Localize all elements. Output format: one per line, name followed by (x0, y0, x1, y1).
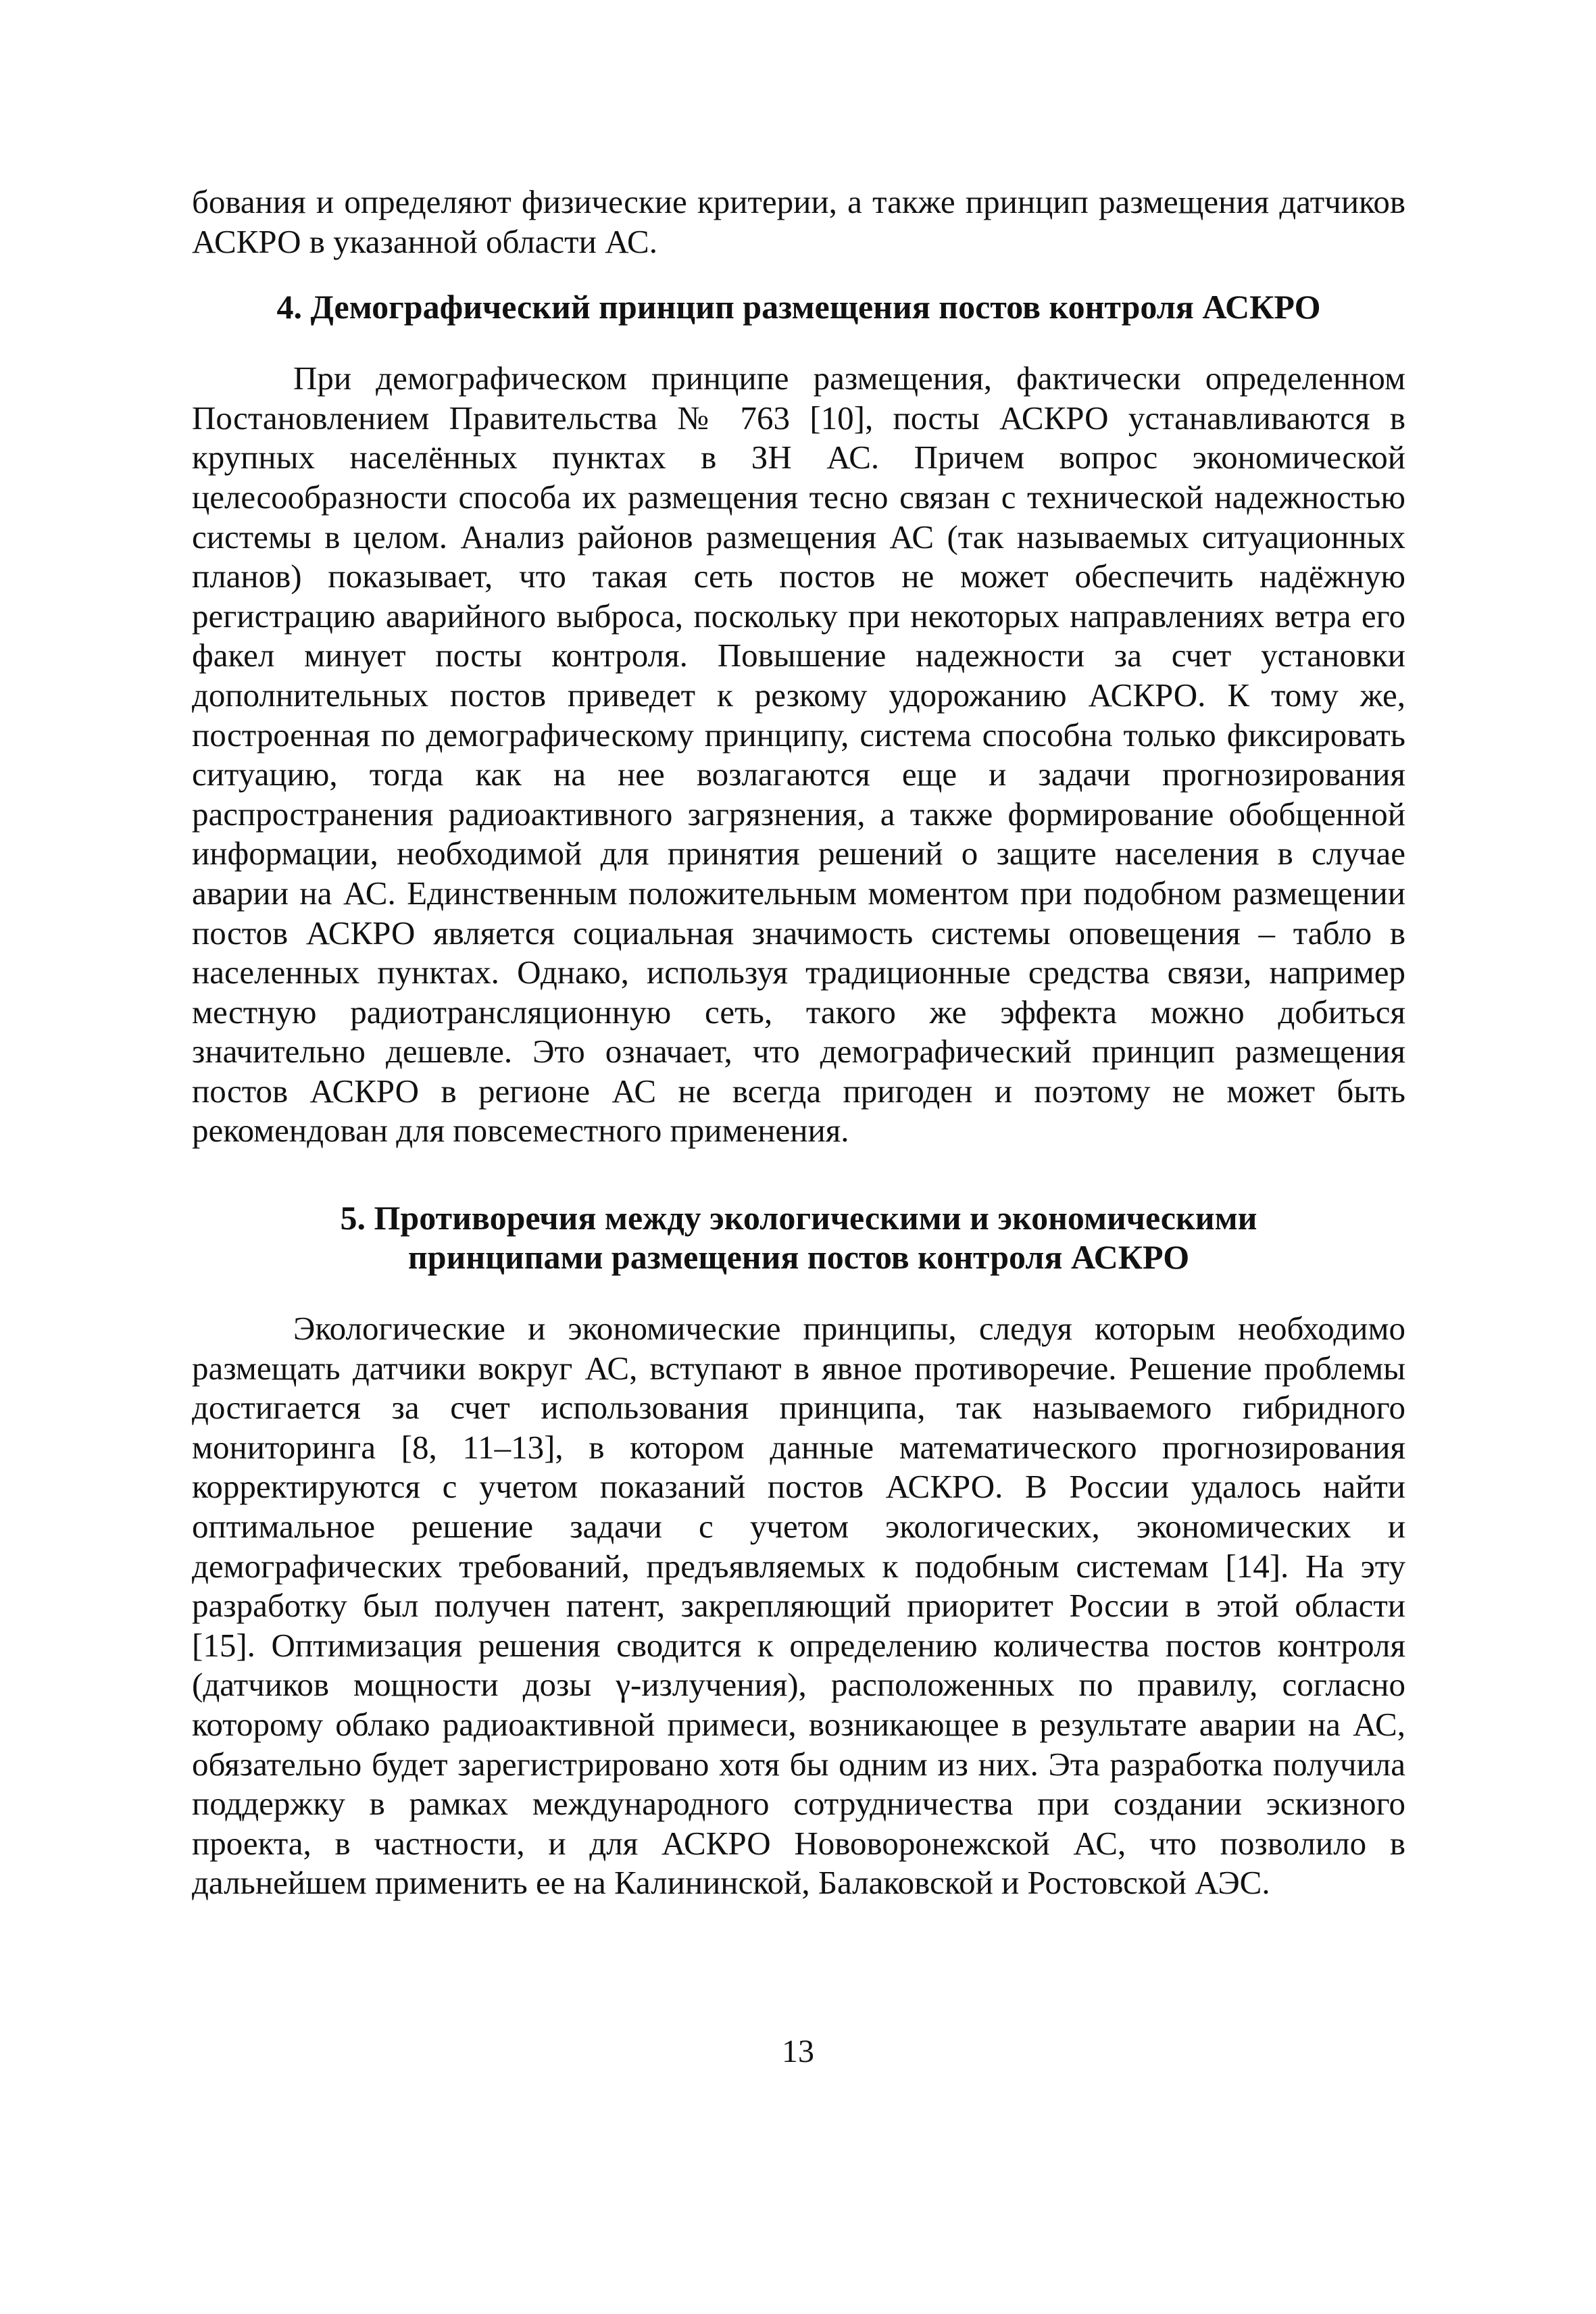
section-5-paragraph: Экологические и экономические принципы, следуя которым необходимо размещать датчики вокруг АС, вступают в явное противоречие. Решение проблемы достигается за счет использования принципа, так называемого гибридного мониторинга [8, 11–13], в котором данные математического прогнозирования корректируются с учетом показаний постов АСКРО. В России удалось найти оптимальное решение задачи с учетом экологических, экономических и демографических требований, предъявляемых к подобным системам [14]. На эту разработку был получен патент, закрепляющий приоритет России в этой области [15]. Оптимизация решения сводится к определению количества постов контроля (датчиков мощности дозы γ-излучения), расположенных по правилу, согласно которому облако радиоактивной примеси, возникающее в результате аварии на АС, обязательно будет зарегистрировано хотя бы одним из них. Эта разработка получила поддержку в рамках международного сотрудничества при создании эскизного проекта, в частности, и для АСКРО Нововоронежской АС, что позволило в дальнейшем применить ее на Калининской, Балаковской и Ростовской АЭС. (192, 1310, 1405, 1902)
section-4-heading: 4. Демографический принцип размещения постов контроля АСКРО (276, 288, 1321, 326)
document-page (192, 182, 1405, 1903)
page-number: 13 (782, 2034, 814, 2069)
section-4-paragraph: При демографическом принципе размещения, фактически определенном Постановлением Правительства № 763 [10], посты АСКРО устанавливаются в крупных населённых пунктах в ЗН АС. Причем вопрос экономической целесообразности способа их размещения тесно связан с технической надежностью системы в целом. Анализ районов размещения АС (так называемых ситуационных планов) показывает, что такая сеть постов не может обеспечить надёжную регистрацию аварийного выброса, поскольку при некоторых направлениях ветра его факел минует посты контроля. Повышение надежности за счет установки дополнительных постов приведет к резкому удорожанию АСКРО. К тому же, построенная по демографическому принципу, система способна только фиксировать ситуацию, тогда как на нее возлагаются еще и задачи прогнозирования распространения радиоактивного загрязнения, а также формирование обобщенной информации, необходимой для принятия решений о защите населения в случае аварии на АС. Единственным положительным моментом при подобном размещении постов АСКРО является социальная значимость системы оповещения – табло в населенных пунктах. Однако, используя традиционные средства связи, например местную радиотрансляционную сеть, такого же эффекта можно добиться значительно дешевле. Это означает, что демографический принцип размещения постов АСКРО в регионе АС не всегда пригоден и поэтому не может быть рекомендован для повсеместного применения. (192, 360, 1405, 1150)
intro-paragraph: бования и определяют физические критерии, а также принцип размещения датчиков АСКРО в указанной области АС. (192, 183, 1405, 260)
section-5-heading-line-2: принципами размещения постов контроля АСКРО (407, 1238, 1190, 1277)
section-5-heading-line-1: 5. Противоречия между экологическими и экономическими (340, 1199, 1257, 1237)
section-5-heading (192, 1198, 1405, 1277)
